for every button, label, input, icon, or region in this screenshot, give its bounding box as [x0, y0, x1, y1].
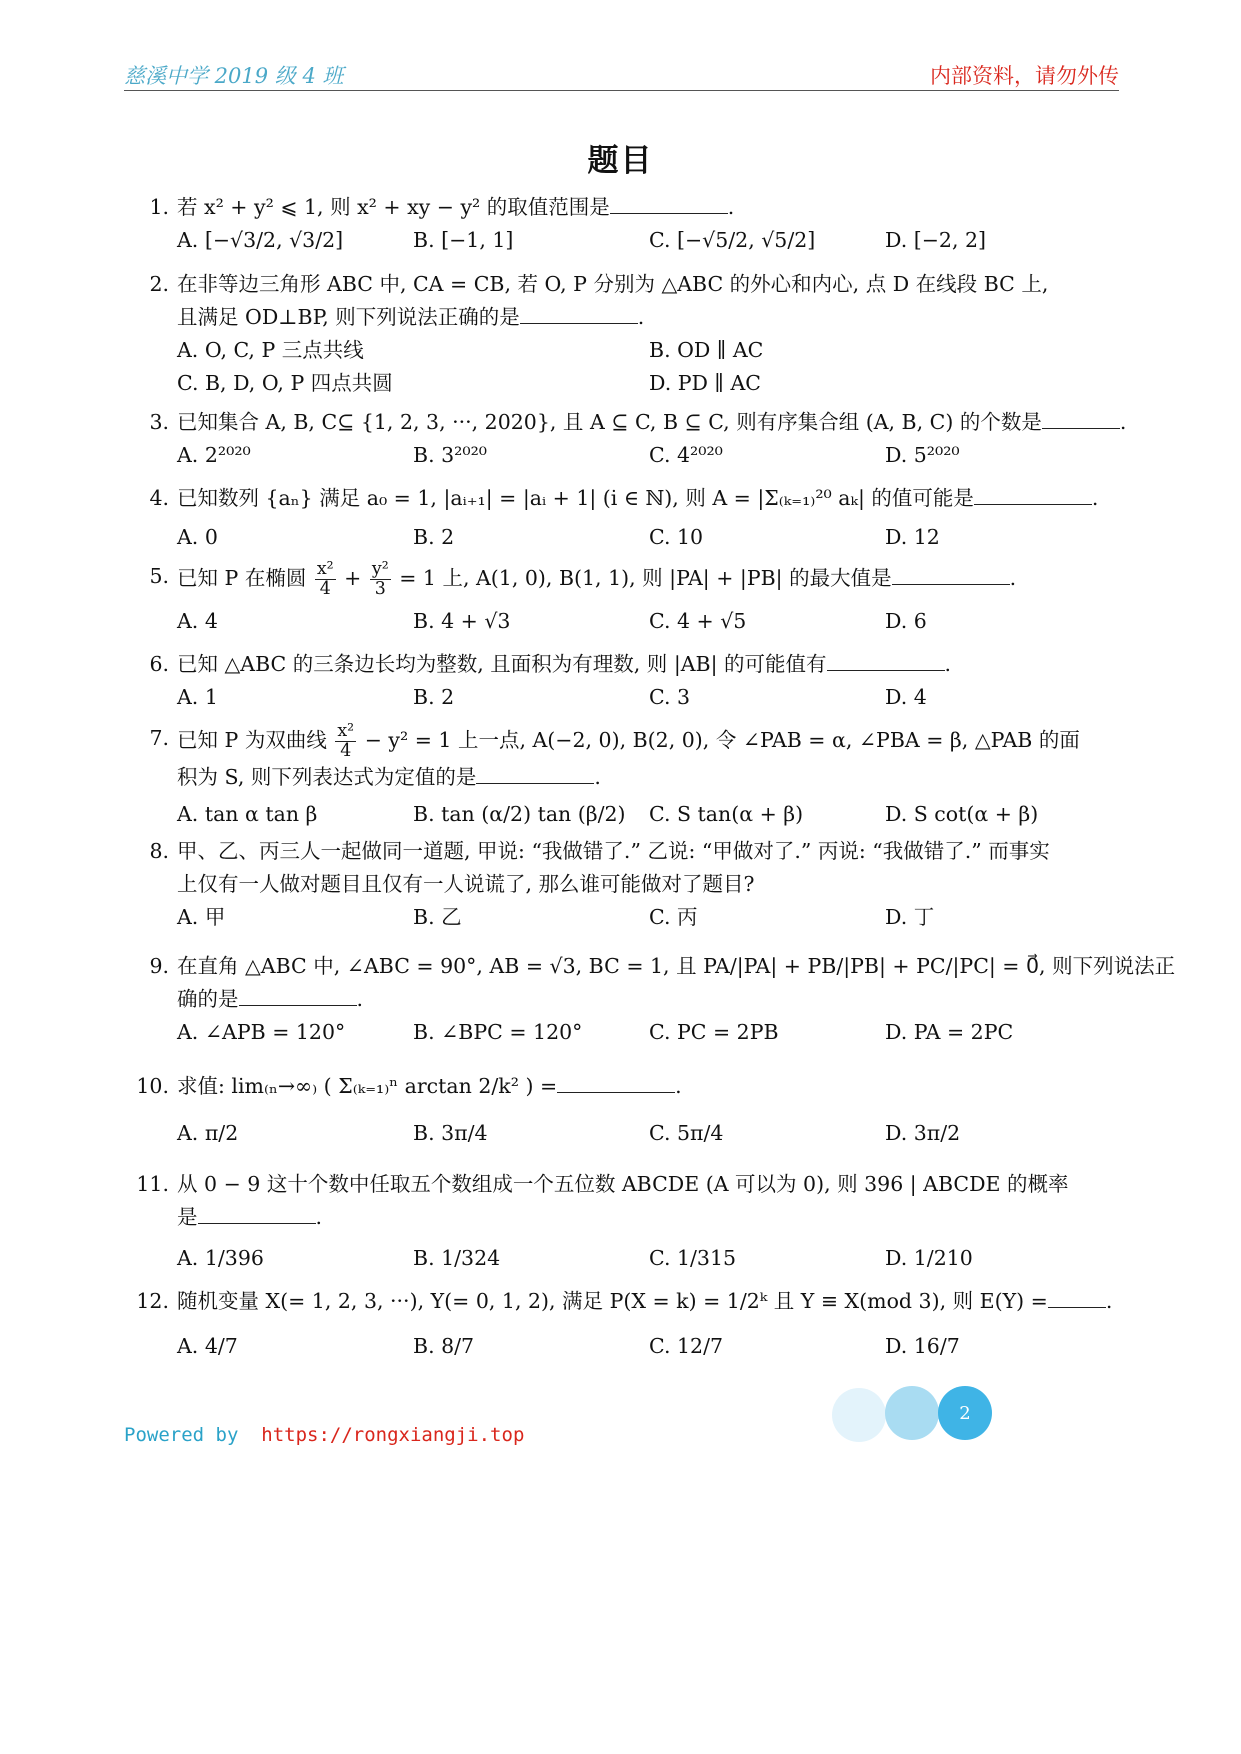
header-class-label: 慈溪中学 2019 级 4 班 — [124, 64, 344, 88]
option-b: B. 2 — [413, 685, 455, 709]
question-stem: 5. 已知 P 在椭圆 $\frac{\text{x²}}{4}$ + $\frac{\text{y²}}{3}$ = 1 上, A(1, 0), B(1, 1), 则 |PA| + |PB| 的最大值是 . — [133, 560, 1123, 599]
question-10 — [133, 1070, 1123, 1150]
option-c: C. 5π/4 — [649, 1121, 724, 1145]
options-row — [133, 1330, 1123, 1363]
option-d: D. 4 — [885, 685, 927, 709]
question-stem: 6. 已知 △ABC 的三条边长均为整数, 且面积为有理数, 则 |AB| 的可能值有 . — [133, 648, 1123, 681]
question-text: 在直角 △ABC 中, ∠ABC = 90°, AB = √3, BC = 1, 且 PA/|PA| + PB/|PB| + PC/|PC| = 0⃗, 则下列说法正 — [177, 954, 1176, 978]
question-stem — [133, 835, 1123, 868]
question-9 — [133, 950, 1176, 1049]
options-row — [133, 1242, 1123, 1275]
answer-blank — [892, 562, 1010, 585]
question-11 — [133, 1168, 1123, 1275]
option-d: D. 5²⁰²⁰ — [885, 443, 960, 467]
option-d: D. S cot(α + β) — [885, 802, 1039, 827]
question-stem: 3. 已知集合 A, B, C⊆ {1, 2, 3, ···, 2020}, 且 A ⊆ C, B ⊆ C, 则有序集合组 (A, B, C) 的个数是 . — [133, 406, 1123, 439]
answer-blank — [1048, 1285, 1106, 1308]
question-text: 是 — [177, 1205, 198, 1229]
options-row — [133, 1016, 1123, 1049]
page-title: 题目 — [587, 143, 654, 179]
option-a: A. 1 — [177, 685, 218, 709]
option-c: C. PC = 2PB — [649, 1020, 779, 1044]
option-c: C. 3 — [649, 685, 691, 709]
option-b: B. 2 — [413, 525, 455, 549]
option-d: D. [−2, 2] — [885, 228, 987, 252]
question-text: 已知 P 为双曲线 — [177, 728, 327, 753]
answer-blank — [198, 1201, 316, 1224]
option-a: A. 0 — [177, 525, 218, 549]
decorative-circle — [885, 1386, 939, 1440]
option-a: A. 2²⁰²⁰ — [177, 443, 251, 467]
answer-blank — [1042, 406, 1120, 429]
answer-blank — [827, 648, 945, 671]
question-stem — [133, 268, 1123, 301]
question-text: 若 x² + y² ⩽ 1, 则 x² + xy − y² 的取值范围是 — [177, 195, 610, 219]
question-stem: 1. 若 x² + y² ⩽ 1, 则 x² + xy − y² 的取值范围是 . — [133, 191, 1123, 224]
option-a: A. 4 — [177, 609, 218, 634]
question-5 — [133, 560, 1123, 638]
question-text: 从 0 − 9 这十个数中任取五个数组成一个五位数 ABCDE (A 可以为 0), 则 396 | ABCDE 的概率 — [177, 1172, 1069, 1196]
question-number: 1. — [149, 195, 169, 219]
option-a: A. O, C, P 三点共线 — [177, 338, 364, 362]
question-stem — [133, 1168, 1123, 1201]
question-stem-line2 — [133, 868, 1123, 901]
question-stem-line2: 且满足 OD⊥BP, 则下列说法正确的是 . — [133, 301, 1123, 334]
option-b: B. 8/7 — [413, 1334, 475, 1358]
question-stem — [133, 950, 1176, 983]
answer-blank — [239, 983, 357, 1006]
question-number: 3. — [149, 410, 169, 434]
option-b: B. OD ∥ AC — [649, 338, 764, 362]
question-text: 且满足 OD⊥BP, 则下列说法正确的是 — [177, 305, 520, 329]
option-d: D. 1/210 — [885, 1246, 973, 1270]
question-text: 已知数列 {aₙ} 满足 a₀ = 1, |aᵢ₊₁| = |aᵢ + 1| (i ∈ ℕ), 则 A = |Σ₍ₖ₌₁₎²⁰ aₖ| 的值可能是 — [177, 486, 974, 510]
hyperbola-fraction: $\frac{\text{x²}}{4}$ — [337, 721, 355, 762]
question-text: 在非等边三角形 ABC 中, CA = CB, 若 O, P 分别为 △ABC 的外心和内心, 点 D 在线段 BC 上, — [177, 272, 1049, 296]
option-b: B. ∠BPC = 120° — [413, 1020, 583, 1044]
question-stem: 10. 求值: lim₍ₙ→∞₎ ( Σ₍ₖ₌₁₎ⁿ arctan 2/k² ) = . — [133, 1070, 1123, 1103]
option-a: A. tan α tan β — [177, 802, 318, 827]
question-text: 已知集合 A, B, C⊆ {1, 2, 3, ···, 2020}, 且 A ⊆ C, B ⊆ C, 则有序集合组 (A, B, C) 的个数是 — [177, 410, 1042, 434]
option-b: B. 3²⁰²⁰ — [413, 443, 488, 467]
question-6 — [133, 648, 1123, 714]
question-number: 10. — [136, 1074, 169, 1098]
option-c: C. B, D, O, P 四点共圆 — [177, 371, 393, 395]
options-row — [133, 224, 1123, 257]
question-number: 5. — [149, 564, 169, 588]
answer-blank — [974, 482, 1092, 505]
option-a: A. π/2 — [177, 1121, 239, 1145]
option-c: C. 12/7 — [649, 1334, 724, 1358]
question-text: − y² = 1 上一点, A(−2, 0), B(2, 0), 令 ∠PAB = α, ∠PBA = β, △PAB 的面 — [364, 728, 1080, 753]
question-text: 已知 P 在椭圆 — [177, 566, 307, 591]
options-row — [133, 605, 1123, 638]
option-a: A. 4/7 — [177, 1334, 238, 1358]
option-d: D. 3π/2 — [885, 1121, 961, 1145]
question-number: 4. — [149, 486, 169, 510]
question-2 — [133, 268, 1123, 400]
question-number: 8. — [149, 839, 169, 863]
question-text: = 1 上, A(1, 0), B(1, 1), 则 |PA| + |PB| 的最大值是 — [399, 566, 892, 591]
question-3 — [133, 406, 1127, 472]
decorative-circle — [832, 1388, 886, 1442]
header-confidential-label: 内部资料，请勿外传 — [930, 64, 1119, 88]
options-row — [133, 521, 1123, 554]
question-stem-line2: 积为 S, 则下列表达式为定值的是 . — [133, 761, 1123, 794]
page-number: 2 — [959, 1403, 971, 1424]
option-c: C. S tan(α + β) — [649, 802, 804, 827]
footer-link[interactable]: https://rongxiangji.top — [261, 1424, 525, 1446]
options-row — [133, 681, 1123, 714]
option-c: C. [−√5/2, √5/2] — [649, 228, 816, 252]
question-1 — [133, 191, 1123, 257]
question-text: 甲、乙、丙三人一起做同一道题, 甲说: “我做错了.” 乙说: “甲做对了.” 丙说: “我做错了.” 而事实 — [177, 839, 1050, 863]
option-c: C. 10 — [649, 525, 704, 549]
question-number: 6. — [149, 652, 169, 676]
answer-blank — [520, 301, 638, 324]
footer — [124, 1424, 524, 1446]
answer-blank — [476, 761, 594, 784]
question-stem-line2: 确的是 . — [133, 983, 1123, 1016]
option-c: C. 4 + √5 — [649, 609, 747, 634]
answer-blank — [557, 1070, 675, 1093]
option-a: A. 甲 — [177, 905, 226, 929]
options-row — [133, 798, 1123, 831]
option-c: C. 1/315 — [649, 1246, 737, 1270]
options-row — [133, 439, 1123, 472]
ellipse-fraction-y: $\frac{\text{y²}}{3}$ — [371, 559, 389, 600]
question-stem-line2: 是 . — [133, 1201, 1123, 1234]
question-text: 积为 S, 则下列表达式为定值的是 — [177, 765, 477, 790]
footer-label: Powered by — [124, 1424, 239, 1446]
header-rule — [124, 90, 1119, 91]
option-a: A. ∠APB = 120° — [177, 1020, 346, 1044]
option-c: C. 4²⁰²⁰ — [649, 443, 723, 467]
question-text: 已知 △ABC 的三条边长均为整数, 且面积为有理数, 则 |AB| 的可能值有 — [177, 652, 827, 676]
option-b: B. [−1, 1] — [413, 228, 514, 252]
option-b: B. 4 + √3 — [413, 609, 511, 634]
question-number: 12. — [136, 1289, 169, 1313]
ellipse-fraction-x: $\frac{\text{x²}}{4}$ — [316, 559, 334, 600]
question-number: 2. — [149, 272, 169, 296]
question-number: 9. — [149, 954, 169, 978]
option-d: D. 16/7 — [885, 1334, 960, 1358]
option-b: B. 3π/4 — [413, 1121, 488, 1145]
answer-blank — [610, 191, 728, 214]
question-text: 上仅有一人做对题目且仅有一人说谎了, 那么谁可能做对了题目? — [177, 872, 755, 896]
option-d: D. 丁 — [885, 905, 935, 929]
question-stem: 4. 已知数列 {aₙ} 满足 a₀ = 1, |aᵢ₊₁| = |aᵢ + 1| (i ∈ ℕ), 则 A = |Σ₍ₖ₌₁₎²⁰ aₖ| 的值可能是 . — [133, 482, 1123, 515]
question-4 — [133, 482, 1123, 554]
option-a: A. [−√3/2, √3/2] — [177, 228, 344, 252]
question-12 — [133, 1285, 1123, 1363]
option-b: B. 乙 — [413, 905, 462, 929]
question-number: 11. — [136, 1172, 169, 1196]
question-stem: 12. 随机变量 X(= 1, 2, 3, ···), Y(= 0, 1, 2), 满足 P(X = k) = 1/2ᵏ 且 Y ≡ X(mod 3), 则 E(Y) = . — [133, 1285, 1123, 1318]
question-number: 7. — [149, 726, 169, 750]
question-text: 求值: lim₍ₙ→∞₎ ( Σ₍ₖ₌₁₎ⁿ arctan 2/k² ) = — [177, 1074, 558, 1098]
options-row — [133, 901, 1123, 934]
question-7 — [133, 722, 1123, 831]
question-stem — [133, 722, 1123, 761]
question-text: 确的是 — [177, 987, 239, 1011]
option-c: C. 丙 — [649, 905, 698, 929]
question-8 — [133, 835, 1123, 934]
option-d: D. 6 — [885, 609, 927, 634]
options-row — [133, 367, 1123, 400]
option-b: B. 1/324 — [413, 1246, 501, 1270]
options-row — [133, 334, 1123, 367]
option-d: D. 12 — [885, 525, 940, 549]
option-b: B. tan (α/2) tan (β/2) — [413, 802, 626, 827]
option-d: D. PA = 2PC — [885, 1020, 1014, 1044]
option-a: A. 1/396 — [177, 1246, 264, 1270]
options-row — [133, 1117, 1123, 1150]
question-text: 随机变量 X(= 1, 2, 3, ···), Y(= 0, 1, 2), 满足 P(X = k) = 1/2ᵏ 且 Y ≡ X(mod 3), 则 E(Y) = — [177, 1289, 1048, 1313]
option-d: D. PD ∥ AC — [649, 371, 761, 395]
